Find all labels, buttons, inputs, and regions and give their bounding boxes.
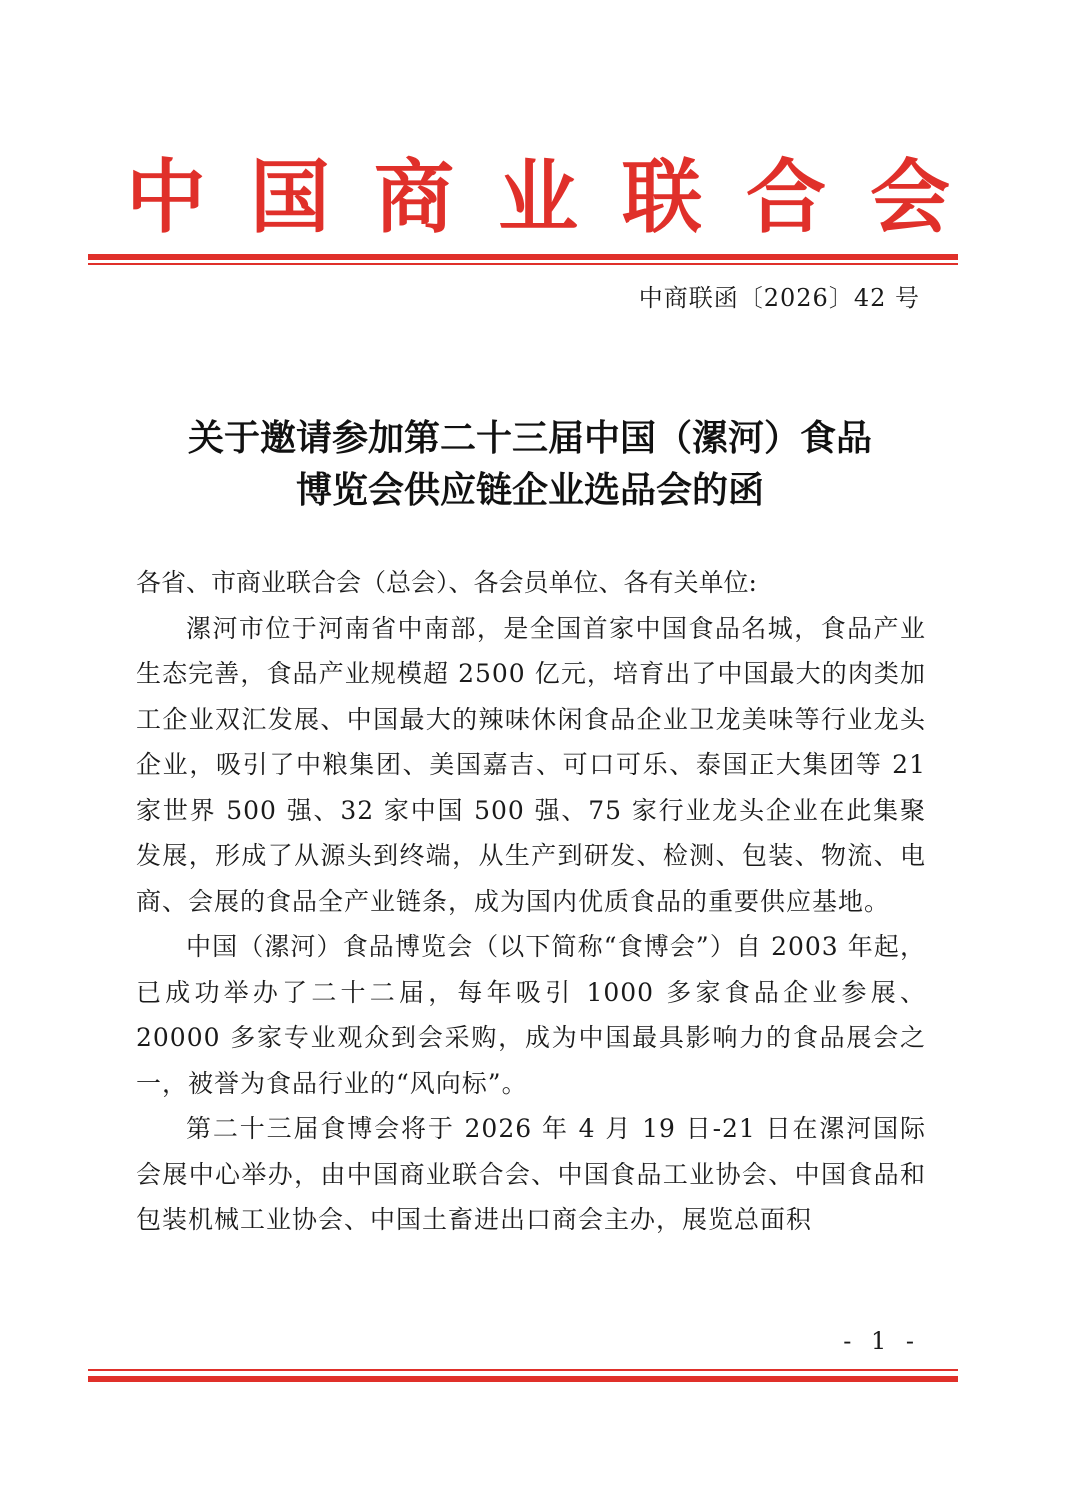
body-paragraph-3: 第二十三届食博会将于 2026 年 4 月 19 日-21 日在漯河国际会展中心举办，由中国商业联合会、中国食品工业协会、中国食品和包装机械工业协会、中国土畜进出口商会主办，展览总面积 (136, 1114, 926, 1234)
document-title-line-1: 关于邀请参加第二十三届中国（漯河）食品 (187, 417, 872, 459)
salutation: 各省、市商业联合会（总会）、各会员单位、各有关单位: (136, 568, 757, 597)
document-title-line-2: 博览会供应链企业选品会的函 (295, 469, 764, 511)
document-number: 中商联函〔2026〕42 号 (638, 284, 920, 312)
footer-red-rule-thick (88, 1376, 958, 1382)
footer-red-rule-thin (88, 1369, 958, 1371)
letterhead-red-rule-thick (88, 254, 958, 260)
body-paragraph-2: 中国（漯河）食品博览会（以下简称“食博会”）自 2003 年起，已成功举办了二十二届，每年吸引 1000 多家食品企业参展、20000 多家专业观众到会采购，成为中国最具影响力的食品展会之一，被誉为食品行业的“风向标”。 (136, 932, 926, 1098)
page-number: - 1 - (843, 1327, 920, 1355)
letterhead-red-rule-thin (88, 263, 958, 265)
document-body (136, 560, 926, 1243)
letterhead-org-name: 中国商业联合会 (126, 150, 994, 244)
document-title (100, 412, 960, 516)
body-paragraph-1: 漯河市位于河南省中南部，是全国首家中国食品名城，食品产业生态完善，食品产业规模超 2500 亿元，培育出了中国最大的肉类加工企业双汇发展、中国最大的辣味休闲食品企业卫龙美味等行业龙头企业，吸引了中粮集团、美国嘉吉、可口可乐、泰国正大集团等 21 家世界 500 强、32 家中国 500 强、75 家行业龙头企业在此集聚发展，形成了从源头到终端，从生产到研发、检测、包装、物流、电商、会展的食品全产业链条，成为国内优质食品的重要供应基地。 (136, 613, 926, 916)
